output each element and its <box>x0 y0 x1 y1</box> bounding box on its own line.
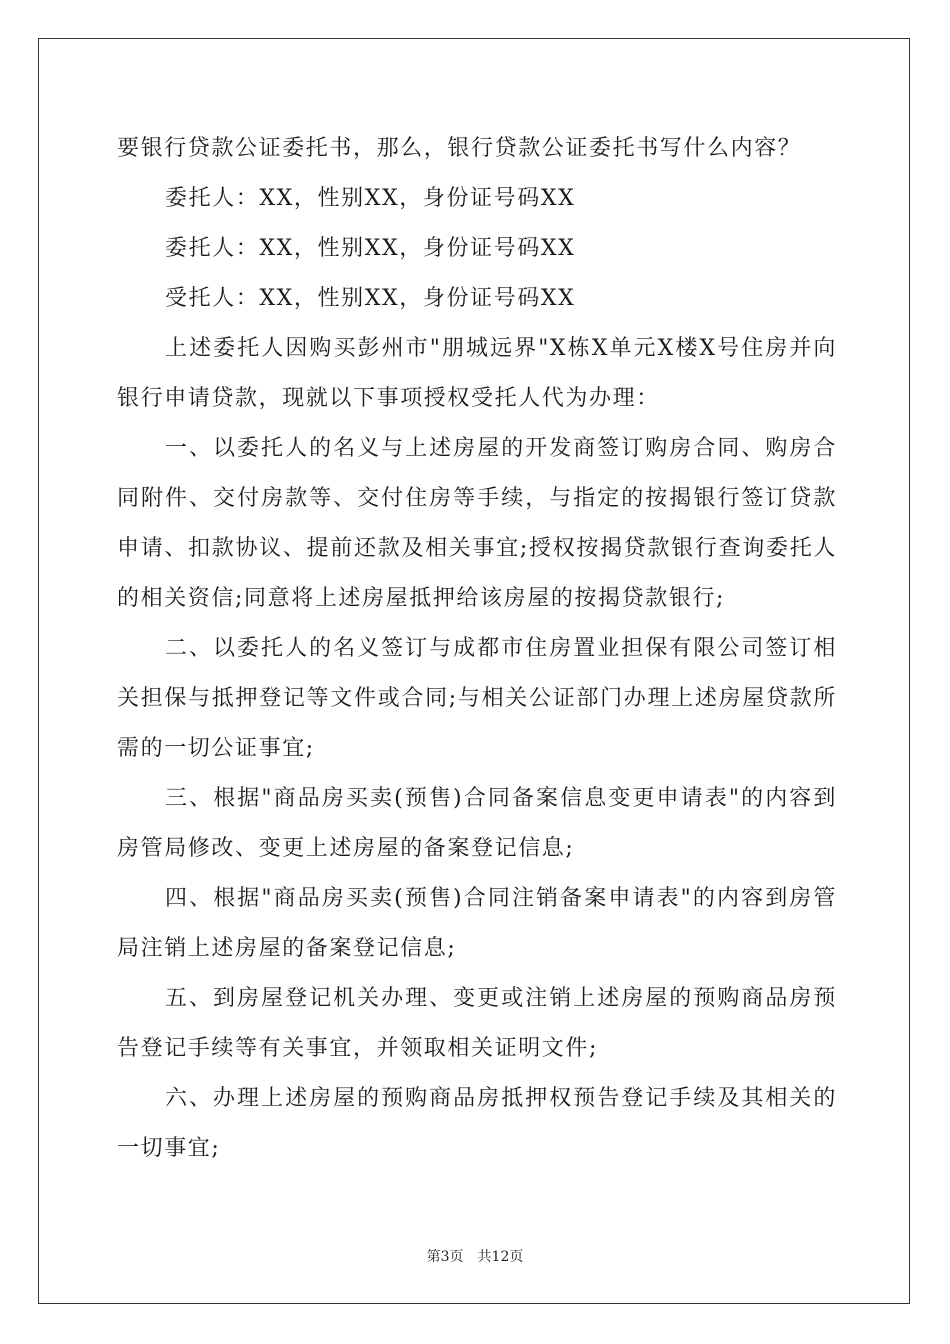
paragraph-8: 四、根据"商品房买卖(预售)合同注销备案申请表"的内容到房管局注销上述房屋的备案登记信息; <box>117 886 837 961</box>
paragraph-6: 二、以委托人的名义签订与成都市住房置业担保有限公司签订相关担保与抵押登记等文件或合同;与相关公证部门办理上述房屋贷款所需的一切公证事宜; <box>117 636 837 761</box>
paragraph-3: 受托人：XX，性别XX，身份证号码XX <box>165 286 576 311</box>
paragraph-5: 一、以委托人的名义与上述房屋的开发商签订购房合同、购房合同附件、交付房款等、交付住房等手续，与指定的按揭银行签订贷款申请、扣款协议、提前还款及相关事宜;授权按揭贷款银行查询委托人的相关资信;同意将上述房屋抵押给该房屋的按揭贷款银行; <box>117 436 837 611</box>
paragraph-2: 委托人：XX，性别XX，身份证号码XX <box>165 236 576 261</box>
paragraph-9: 五、到房屋登记机关办理、变更或注销上述房屋的预购商品房预告登记手续等有关事宜，并领取相关证明文件; <box>117 986 837 1061</box>
paragraph-7: 三、根据"商品房买卖(预售)合同备案信息变更申请表"的内容到房管局修改、变更上述房屋的备案登记信息; <box>117 786 837 861</box>
paragraph-0: 要银行贷款公证委托书，那么，银行贷款公证委托书写什么内容？ <box>117 136 802 161</box>
document-body <box>117 124 837 1174</box>
paragraph-4: 上述委托人因购买彭州市"朋城远界"X栋X单元X楼X号住房并向银行申请贷款，现就以下事项授权受托人代为办理： <box>117 336 837 411</box>
paragraph-1: 委托人：XX，性别XX，身份证号码XX <box>165 186 576 211</box>
page-number-footer: 第3页 共12页 <box>426 1249 524 1265</box>
paragraph-10: 六、办理上述房屋的预购商品房抵押权预告登记手续及其相关的一切事宜; <box>117 1086 837 1161</box>
